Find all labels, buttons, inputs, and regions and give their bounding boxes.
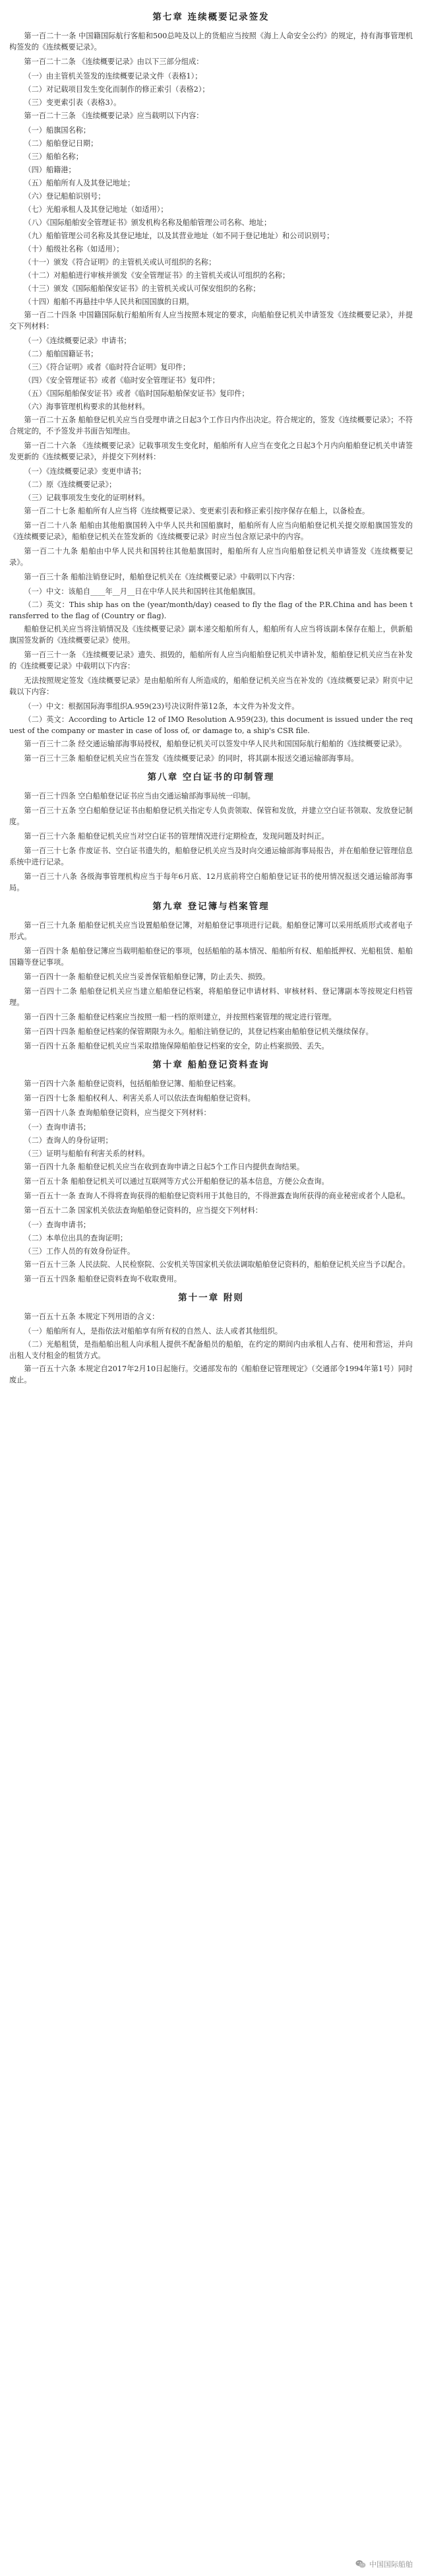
article-paragraph: 第一百五十五条 本规定下列用语的含义： [24,1312,160,1321]
chapter-title: 第七章 连续概要记录签发 [152,12,270,22]
chapter-title: 第十一章 附则 [178,1293,244,1303]
list-item: （三）证明与船舶有利害关系的材料。 [24,1149,150,1158]
article-paragraph: 第一百二十三条 《连续概要记录》应当载明以下内容： [24,112,204,120]
list-item: （四）船籍港； [24,166,76,174]
chapter-section [9,771,413,893]
list-item: （九）船舶管理公司名称及其登记地址，以及其营业地址（如不同于登记地址）和公司识别号； [24,232,334,240]
article-paragraph: 第一百三十八条 各级海事管理机构应当于每年6月底、12月底前将空白船舶登记证书的使用情况报送交通运输部海事局。 [9,872,413,892]
article-paragraph: 第一百二十五条 船舶登记机关应当自受理申请之日起3个工作日内作出决定。符合规定的，签发《连续概要记录》；不符合规定的，不予签发并书面告知理由。 [9,416,413,435]
list-item: （一）《连续概要记录》申请书； [24,337,131,345]
chapter-section [9,1058,413,1285]
list-item: （二）查询人的身份证明； [24,1136,113,1145]
article-paragraph: 第一百三十五条 空白船舶登记证书由船舶登记机关指定专人负责领取、保管和发放，并建立空白证书领取、发放登记制度。 [9,806,413,826]
article-paragraph: 第一百二十一条 中国籍国际航行客船和500总吨及以上的货船应当按照《海上人命安全公约》的规定，持有海事管理机构签发的《连续概要记录》。 [9,32,413,51]
list-item: （一）船旗国名称； [24,126,91,135]
article-paragraph: 第一百三十三条 船舶登记机关应当在签发《连续概要记录》的同时，将其副本报送交通运输部海事局。 [24,754,359,763]
chapter-title: 第八章 空白证书的印制管理 [147,772,275,783]
article-paragraph: 第一百二十七条 船舶所有人应当将《连续概要记录》、变更索引表和修正索引按序保存在船上，以备检查。 [24,507,370,515]
list-item: （一）船舶所有人，是指依法对船舶享有所有权的自然人、法人或者其他组织。 [24,1327,282,1336]
chapter-section [9,1291,413,1386]
footer-source: 中国国际船舶 [369,2560,413,2569]
article-paragraph: 第一百五十三条 人民法院、人民检察院、公安机关等国家机关依法调取船舶登记资料的，船舶登记机关应当予以配合。 [24,1260,410,1269]
article-paragraph: 第一百二十八条 船舶由其他船旗国转入中华人民共和国船旗时，船舶所有人应当向船舶登记机关提交原船旗国签发的《连续概要记录》，船舶登记机关在签发新的《连续概要记录》时应当包含原记录中的内容。 [9,521,413,541]
article-paragraph: 第一百三十六条 船舶登记机关应当对空白证书的管理情况进行定期检查，发现问题及时纠正。 [24,832,329,841]
article-paragraph: 第一百五十条 船舶登记机关可以通过互联网等方式公开船舶登记的基本信息，方便公众查询。 [24,1177,329,1186]
list-item: （六）登记船舶识别号； [24,192,106,201]
list-item: （三）工作人员的有效身份证件。 [24,1247,135,1256]
article-paragraph: 第一百四十九条 船舶登记机关应当在收到查询申请之日起5个工作日内提供查询结果。 [24,1163,305,1171]
chapter-title: 第十章 船舶登记资料查询 [152,1060,270,1070]
list-item: （三）变更索引表（表格3）。 [24,98,121,107]
list-item: （五）船舶所有人及其登记地址； [24,179,135,187]
list-item: （二）本单位出具的查询证明； [24,1234,128,1242]
article-paragraph: 第一百四十五条 船舶登记机关应当采取措施保障船舶登记档案的安全，防止档案损毁、丢失。 [24,1042,329,1050]
article-paragraph: 第一百三十二条 经交通运输部海事局授权，船舶登记机关可以签发中华人民共和国国际航行船舶的《连续概要记录》。 [24,740,407,748]
list-item: （一）由主管机关签发的连续概要记录文件（表格1）； [24,72,202,80]
article-paragraph: 第一百四十四条 船舶登记档案的保管期限为永久。船舶注销登记的，其登记档案由船舶登记机关继续保存。 [24,1027,373,1036]
article-paragraph: 第一百二十二条 《连续概要记录》由以下三部分组成： [24,57,204,66]
list-item: （二）英文：This ship has on the (year/month/day) ceased to fly the flag of the P.R.China and has been transferred to the flag of (Country or flag). [9,600,413,620]
article-paragraph: 第一百四十八条 查询船舶登记资料，应当提交下列材料： [24,1109,211,1117]
article-paragraph: 第一百五十一条 查询人不得将查询获得的船舶登记资料用于其他目的，不得泄露查询所获得的商业秘密或者个人隐私。 [24,1192,410,1200]
list-item: （二）对记载项目发生变化而制作的修正索引（表格2）； [24,85,210,94]
article-paragraph: 无法按照规定签发《连续概要记录》是由船舶所有人所造成的，船舶登记机关应当在补发的《连续概要记录》附页中记载以下内容： [9,676,413,696]
article-paragraph: 第一百四十六条 船舶登记资料，包括船舶登记簿、船舶登记档案。 [24,1079,241,1088]
list-item: （四）《安全管理证书》或者《临时安全管理证书》复印件； [24,376,220,385]
chapter-section [9,900,413,1052]
list-item: （二）英文：According to Article 12 of IMO Resolution A.959(23), this document is issued under the request of the company or master in case of loss of, or damage to, a ship's CSR file. [9,715,413,735]
list-item: （一）《连续概要记录》变更申请书； [24,467,146,476]
article-paragraph: 第一百三十七条 作废证书、空白证书遗失的，船舶登记机关应当及时向交通运输部海事局报告，并在船舶登记管理信息系统中进行记录。 [9,847,413,866]
chapter-section [9,11,413,764]
list-item: （十）船级社名称（如适用）； [24,245,124,253]
chapters-container [9,11,413,1386]
list-item: （十四）船舶不再悬挂中华人民共和国国旗的日期。 [24,298,194,306]
list-item: （十一）颁发《符合证明》的主管机关或认可组织的名称； [24,258,216,267]
list-item: （三）《符合证明》或者《临时符合证明》复印件； [24,363,191,371]
article-paragraph: 第一百三十九条 船舶登记机关应当设置船舶登记簿，对船舶登记事项进行记载。船舶登记簿可以采用纸质形式或者电子形式。 [9,921,413,941]
article-paragraph: 第一百二十九条 船舶由中华人民共和国转往其他船旗国时，船舶所有人应当向船舶登记机关申请签发《连续概要记录》。 [9,547,413,567]
list-item: （一）中文：该船自____年__月__日在中华人民共和国转往其他船旗国。 [24,587,260,596]
article-paragraph: 第一百二十四条 中国籍国际航行船舶所有人应当按照本规定的要求，向船舶登记机关申请签发《连续概要记录》，并提交下列材料： [9,311,413,331]
list-item: （一）查询申请书； [24,1123,91,1132]
footer-watermark [355,2559,413,2569]
chapter-title: 第九章 登记簿与档案管理 [152,901,270,912]
article-paragraph: 第一百四十一条 船舶登记机关应当妥善保管船舶登记簿，防止丢失、损毁。 [24,973,270,981]
list-item: （三）记载事项发生变化的证明材料。 [24,494,150,502]
list-item: （二）船舶国籍证书； [24,350,98,358]
article-paragraph: 第一百五十六条 本规定自2017年2月10日起施行。交通部发布的《船舶登记管理规定》（交通部令1994年第1号）同时废止。 [9,1365,413,1384]
article-paragraph: 第一百三十一条 《连续概要记录》遗失、损毁的，船舶所有人应当向船舶登记机关申请补发，船舶登记机关应当在补发的《连续概要记录》中载明以下内容： [9,651,413,670]
article-paragraph: 第一百五十二条 国家机关依法查询船舶登记资料的，应当提交下列材料： [24,1206,262,1215]
list-item: （五）《国际船舶保安证书》或者《临时国际船舶保安证书》复印件； [24,389,249,398]
article-paragraph: 第一百四十七条 船舶权利人、利害关系人可以依法查询船舶登记资料。 [24,1094,255,1103]
article-paragraph: 第一百三十条 船舶注销登记时，船舶登记机关在《连续概要记录》中载明以下内容： [24,573,299,581]
article-paragraph: 第一百五十四条 船舶登记资料查询不收取费用。 [24,1275,181,1283]
article-paragraph: 第一百二十六条 《连续概要记录》记载事项发生变化时，船舶所有人应当在变化之日起3个月内向船舶登记机关申请签发更新的《连续概要记录》，并提交下列材料： [9,441,413,461]
article-paragraph: 第一百四十条 船舶登记簿应当载明船舶登记的事项，包括船舶的基本情况、船舶所有权、船舶抵押权、光船租赁、船舶国籍等登记事项。 [9,947,413,967]
article-paragraph: 船舶登记机关应当将注销情况及《连续概要记录》副本递交船舶所有人，船舶所有人应当将该副本保存在船上，供新船旗国签发新的《连续概要记录》使用。 [9,625,413,645]
list-item: （一）查询申请书； [24,1221,91,1229]
list-item: （二）光船租赁，是指船舶出租人向承租人提供不配备船员的船舶，在约定的期间内由承租人占有、使用和营运，并向出租人支付租金的租赁方式。 [9,1340,413,1360]
list-item: （十二）对船舶进行审核并颁发《安全管理证书》的主管机关或认可组织的名称； [24,271,290,280]
article-paragraph: 第一百四十二条 船舶登记机关应当建立船舶登记档案，将船舶登记申请材料、审核材料、登记簿副本等按规定归档管理。 [9,987,413,1007]
list-item: （六）海事管理机构要求的其他材料。 [24,402,150,411]
article-paragraph: 第一百三十四条 空白船舶登记证书应当由交通运输部海事局统一印制。 [24,792,255,800]
list-item: （一）中文：根据国际海事组织A.959(23)号决议附件第12条，本文件为补发文件。 [24,702,299,711]
article-paragraph: 第一百四十三条 船舶登记档案应当按照一船一档的原则建立，并按照档案管理的规定进行管理。 [24,1013,336,1021]
list-item: （七）光船承租人及其登记地址（如适用）； [24,205,168,214]
list-item: （二）原《连续概要记录》； [24,480,117,489]
list-item: （三）船舶名称； [24,152,83,161]
list-item: （二）船舶登记日期； [24,139,98,148]
list-item: （八）《国际船舶安全管理证书》颁发机构名称及船舶管理公司名称、地址； [24,218,272,227]
list-item: （十三）颁发《国际船舶保安证书》的主管机关或认可保安组织的名称； [24,284,260,293]
wechat-icon [355,2560,366,2569]
